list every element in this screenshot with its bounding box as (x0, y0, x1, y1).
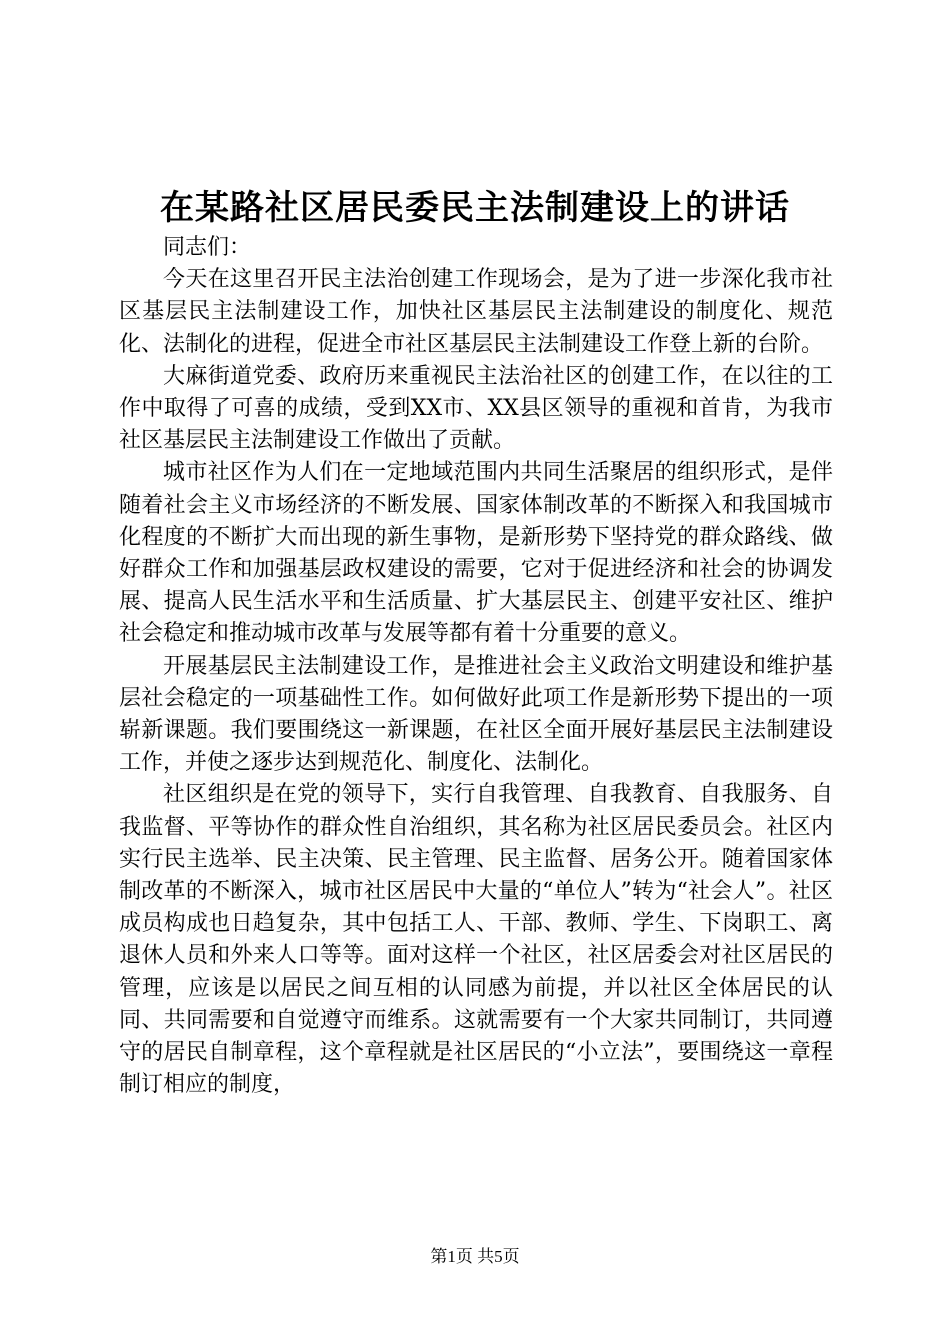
salutation: 同志们： (163, 235, 252, 260)
paragraph-1: 今天在这里召开民主法治创建工作现场会，是为了进一步深化我市社区基层民主法制建设工作，加快社区基层民主法制建设的制度化、规范化、法制化的进程，促进全市社区基层民主法制建设工作登上新的台阶。 (119, 267, 833, 357)
paragraph-3: 城市社区作为人们在一定地域范围内共同生活聚居的组织形式，是伴随着社会主义市场经济的不断发展、国家体制改革的不断探入和我国城市化程度的不断扩大而出现的新生事物，是新形势下坚持党的群众路线、做好群众工作和加强基层政权建设的需要，它对于促进经济和社会的协调发展、提高人民生活水平和生活质量、扩大基层民主、创建平安社区、维护社会稳定和推动城市改革与发展等都有着十分重要的意义。 (119, 460, 833, 647)
paragraph-2: 大麻街道党委、政府历来重视民主法治社区的创建工作，在以往的工作中取得了可喜的成绩，受到XX市、XX县区领导的重视和首肯，为我市社区基层民主法制建设工作做出了贡献。 (119, 363, 833, 454)
paragraph-5: 社区组织是在党的领导下，实行自我管理、自我教育、自我服务、自我监督、平等协作的群众性自治组织，其名称为社区居民委员会。社区内实行民主选举、民主决策、民主管理、民主监督、居务公开。随着国家体制改革的不断深入，城市社区居民中大量的“单位人”转为“社会人”。社区成员构成也日趋复杂，其中包括工人、干部、教师、学生、下岗职工、离退休人员和外来人口等等。面对这样一个社区，社区居委会对社区居民的管理，应该是以居民之间互相的认同感为前提，并以社区全体居民的认同、共同需要和自觉遵守而维系。这就需要有一个大家共同制订，共同遵守的居民自制章程，这个章程就是社区居民的“小立法”，要围绕这一章程制订相应的制度， (119, 782, 833, 1098)
document-body (119, 232, 833, 1101)
paragraph-4: 开展基层民主法制建设工作，是推进社会主义政治文明建设和维护基层社会稳定的一项基础性工作。如何做好此项工作是新形势下提出的一项崭新课题。我们要围绕这一新课题，在社区全面开展好基层民主法制建设工作，并使之逐步达到规范化、制度化、法制化。 (119, 653, 833, 776)
document-title: 在某路社区居民委民主法制建设上的讲话 (160, 188, 790, 228)
page-number-footer: 第1页 共5页 (430, 1247, 520, 1266)
